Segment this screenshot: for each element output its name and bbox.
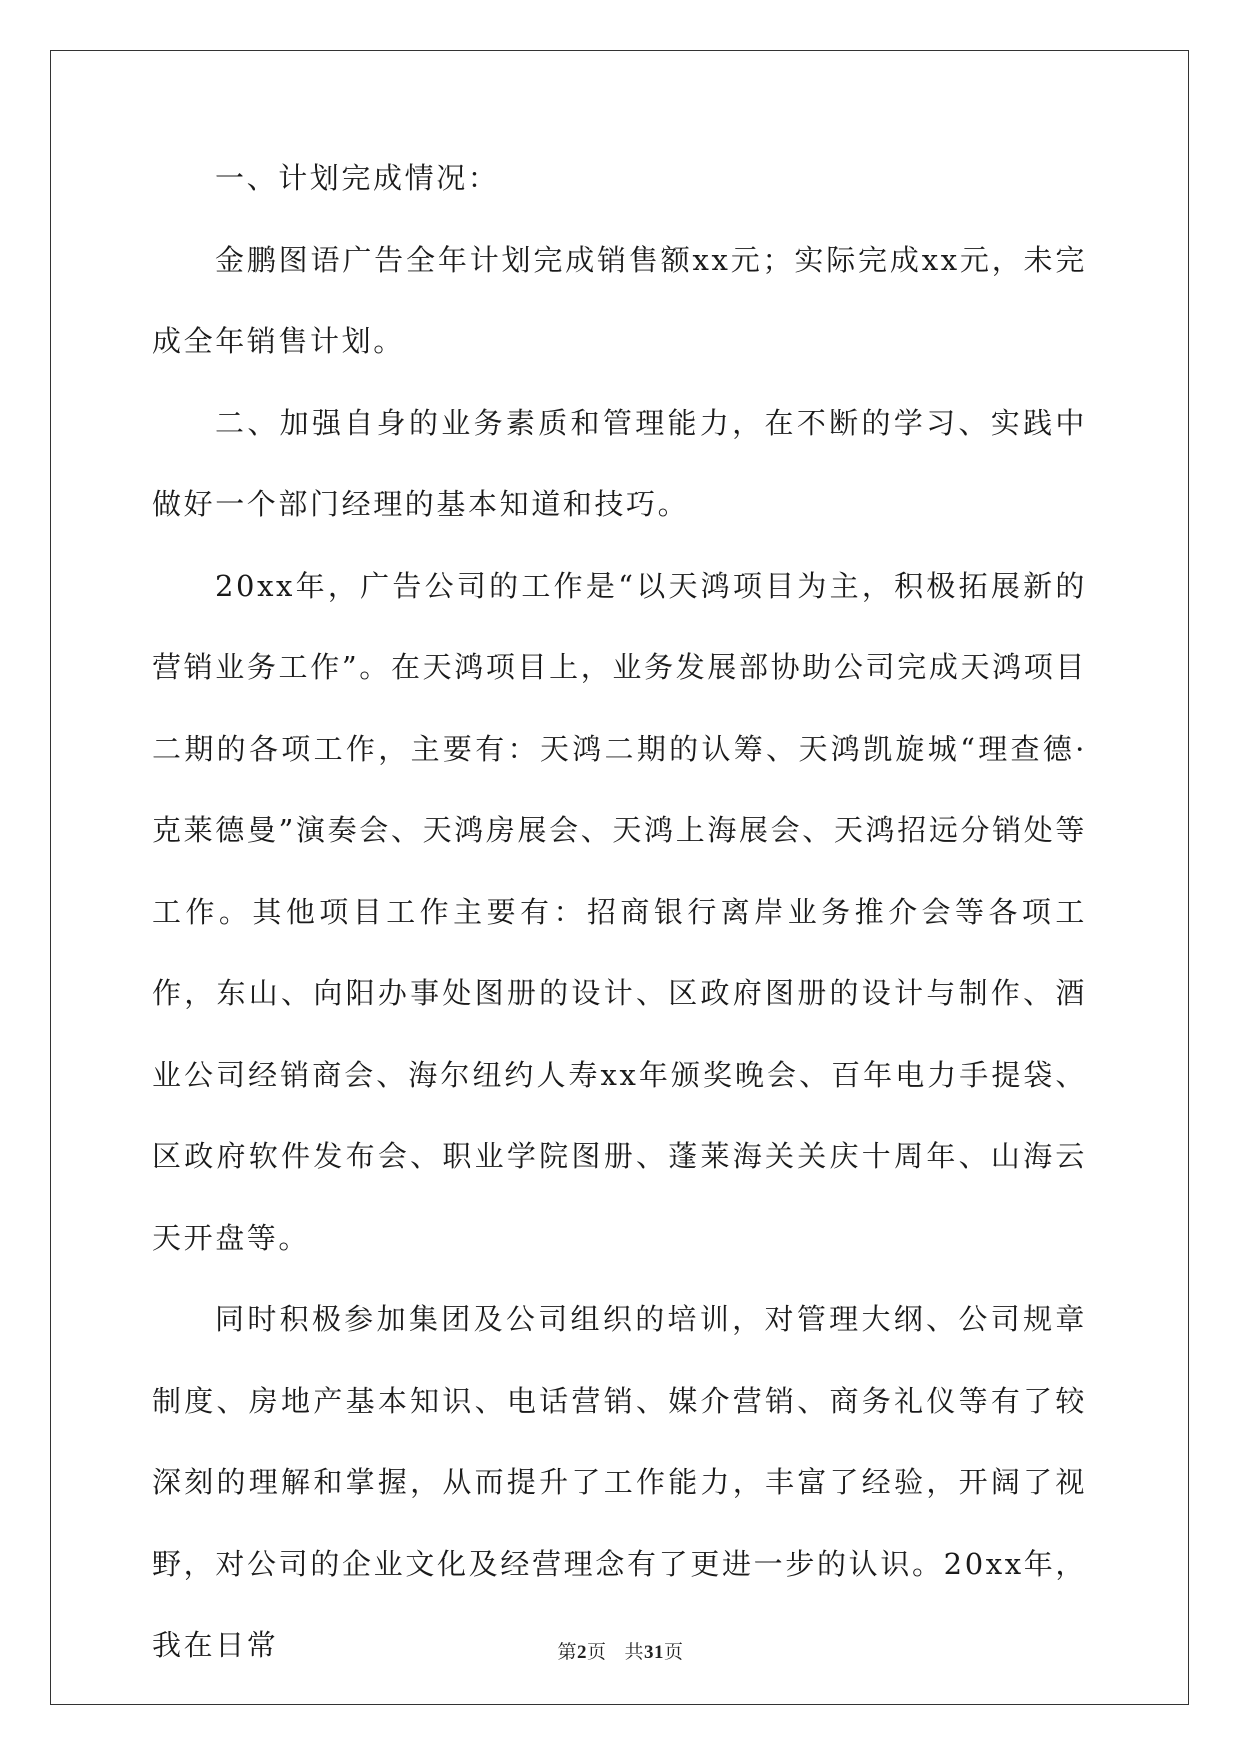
paragraph-heading-plan: 一、计划完成情况： <box>215 161 500 195</box>
paragraph-work-summary: 20xx年，广告公司的工作是“以天鸿项目为主，积极拓展新的营销业务工作”。在天鸿项目上，业务发展部协助公司完成天鸿项目二期的各项工作，主要有：天鸿二期的认筹、天鸿凯旋城“理查德·克莱德曼”演奏会、天鸿房展会、天鸿上海展会、天鸿招远分销处等工作。其他项目工作主要有：招商银行离岸业务推介会等各项工作，东山、向阳办事处图册的设计、区政府图册的设计与制作、酒业公司经销商会、海尔纽约人寿xx年颁奖晚会、百年电力手提袋、区政府软件发布会、职业学院图册、蓬莱海关关庆十周年、山海云天开盘等。 <box>152 568 1087 1255</box>
page-footer <box>0 1637 1241 1664</box>
document-body <box>152 160 1087 1687</box>
paragraph-heading-ability: 二、加强自身的业务素质和管理能力，在不断的学习、实践中做好一个部门经理的基本知道和技巧。 <box>152 405 1087 521</box>
paragraph-training: 同时积极参加集团及公司组织的培训，对管理大纲、公司规章制度、房地产基本知识、电话营销、媒介营销、商务礼仪等有了较深刻的理解和掌握，从而提升了工作能力，丰富了经验，开阔了视野，对公司的企业文化及经营理念有了更进一步的认识。20xx年，我在日常 <box>152 1302 1087 1662</box>
page-prefix: 第 <box>557 1641 577 1663</box>
page-suffix: 页 <box>586 1641 607 1663</box>
total-suffix: 页 <box>664 1641 684 1663</box>
total-prefix: 共 <box>624 1641 645 1663</box>
total-pages: 31 <box>644 1642 665 1663</box>
paragraph-sales: 金鹏图语广告全年计划完成销售额xx元；实际完成xx元，未完成全年销售计划。 <box>152 242 1087 358</box>
page-number: 2 <box>576 1642 587 1663</box>
